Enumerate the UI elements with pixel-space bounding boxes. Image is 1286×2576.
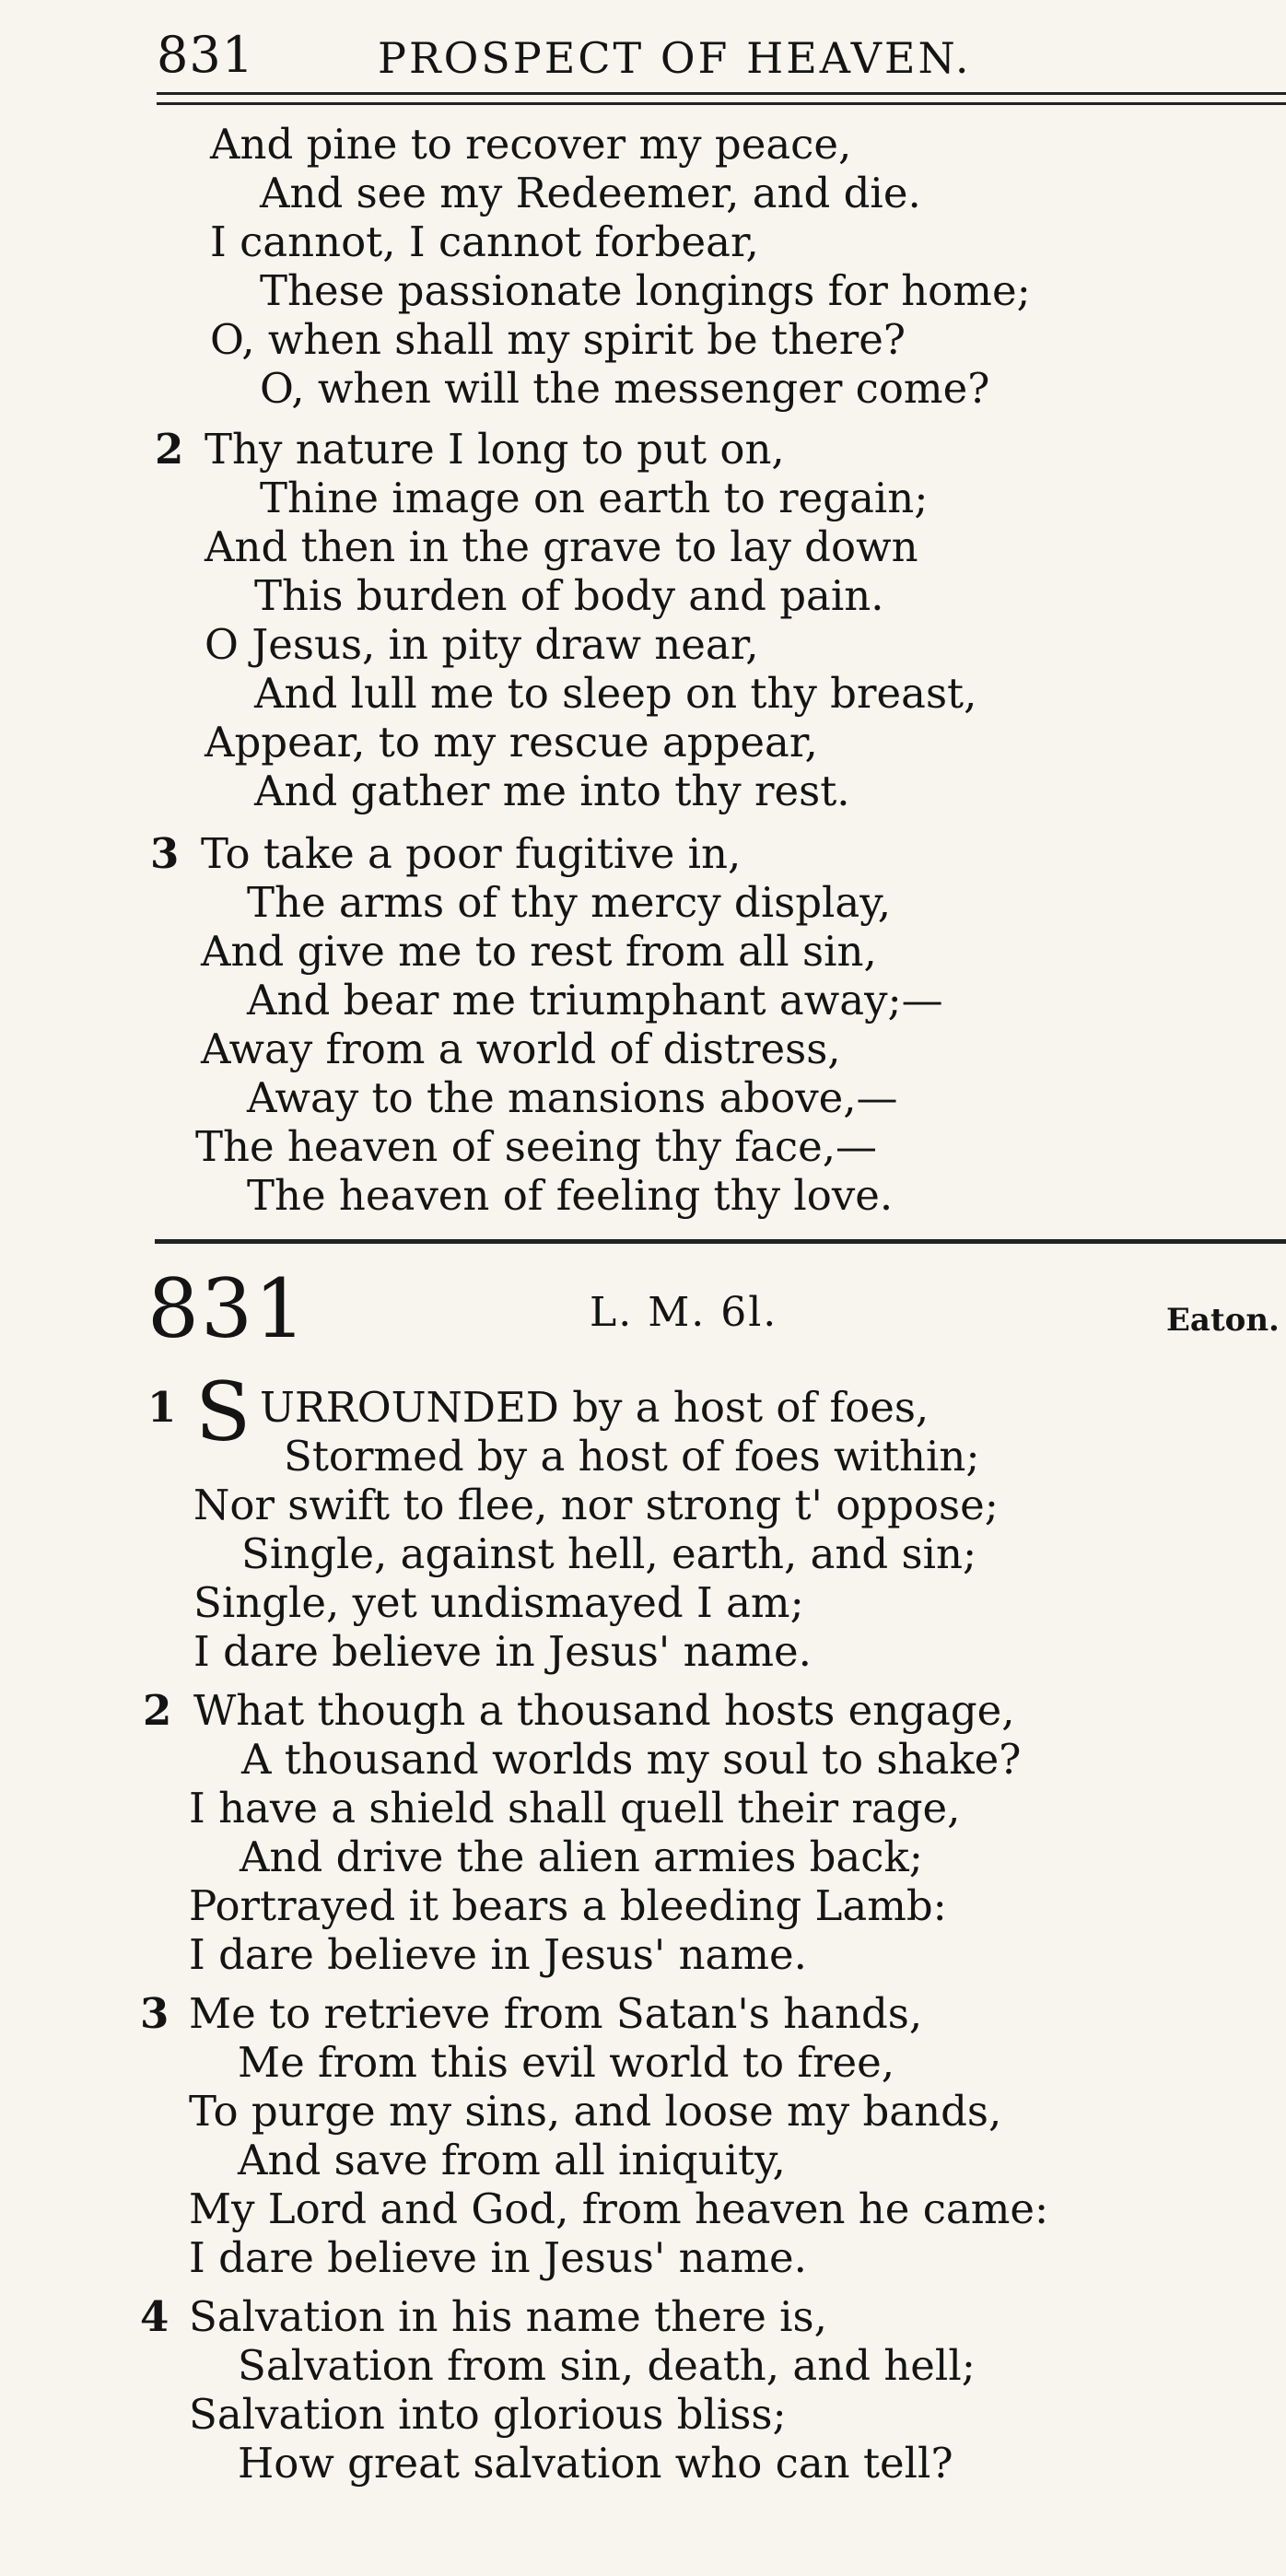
hymn831-s4-line4: How great salvation who can tell? <box>238 2439 953 2488</box>
hymn830-s1-line2: And see my Redeemer, and die. <box>260 169 921 217</box>
hymn831-s3-line6: I dare believe in Jesus' name. <box>189 2233 807 2282</box>
hymn831-stanza2-number: 2 <box>143 1686 172 1735</box>
hymn830-s3-line3: And give me to rest from all sin, <box>201 927 877 976</box>
hymn831-s1-line6: I dare believe in Jesus' name. <box>193 1627 812 1676</box>
hymn-meter: L. M. 6l. <box>590 1289 778 1336</box>
hymn830-s1-line5: O, when shall my spirit be there? <box>210 315 906 364</box>
hymn831-s2-line3: I have a shield shall quell their rage, <box>189 1784 961 1832</box>
hymn830-s2-line5: O Jesus, in pity draw near, <box>205 620 759 669</box>
header-double-rule <box>157 92 1286 105</box>
hymn830-s2-line8: And gather me into thy rest. <box>254 767 850 815</box>
hymn831-s2-line2: A thousand worlds my soul to shake? <box>241 1735 1022 1784</box>
hymn831-s3-line2: Me from this evil world to free, <box>238 2038 895 2087</box>
hymn831-s3-line3: To purge my sins, and loose my bands, <box>189 2087 1002 2136</box>
hymn831-stanza4-number: 4 <box>140 2292 170 2341</box>
hymn831-s2-line1: What though a thousand hosts engage, <box>193 1686 1015 1735</box>
hymn831-s2-line5: Portrayed it bears a bleeding Lamb: <box>189 1881 947 1930</box>
page-header <box>157 26 1244 90</box>
hymn831-stanza1-number: 1 <box>147 1383 177 1432</box>
hymn831-s3-line5: My Lord and God, from heaven he came: <box>189 2184 1049 2233</box>
hymn831-s1-line3: Nor swift to flee, nor strong t' oppose; <box>193 1481 999 1529</box>
hymn830-stanza3-number: 3 <box>150 829 180 878</box>
hymn830-s3-line2: The arms of thy mercy display, <box>247 878 891 927</box>
tune-name: Eaton. <box>1166 1302 1280 1339</box>
hymn831-s3-line1: Me to retrieve from Satan's hands, <box>189 1989 923 2038</box>
running-title: PROSPECT OF HEAVEN. <box>378 33 972 83</box>
hymn831-s1-line2: Stormed by a host of foes within; <box>284 1432 980 1481</box>
hymn831-stanza3-number: 3 <box>140 1989 170 2038</box>
hymn830-s1-line6: O, when will the messenger come? <box>260 364 990 413</box>
hymn830-s3-line8: The heaven of feeling thy love. <box>247 1171 894 1220</box>
hymn831-s3-line4: And save from all iniquity, <box>238 2136 786 2184</box>
hymn831-s4-line3: Salvation into glorious bliss; <box>189 2390 787 2439</box>
hymn831-s1-line1: URROUNDED by a host of foes, <box>260 1383 929 1432</box>
section-divider-rule <box>155 1239 1286 1244</box>
hymn831-s4-line2: Salvation from sin, death, and hell; <box>238 2341 976 2390</box>
hymn830-stanza2-number: 2 <box>155 425 184 474</box>
hymn831-s2-line6: I dare believe in Jesus' name. <box>189 1930 807 1979</box>
hymn831-s4-line1: Salvation in his name there is, <box>189 2292 827 2341</box>
hymn830-s3-line5: Away from a world of distress, <box>201 1025 841 1073</box>
hymn830-s2-line4: This burden of body and pain. <box>254 571 884 620</box>
hymn831-s1-line4: Single, against hell, earth, and sin; <box>241 1529 977 1578</box>
hymn831-s2-line4: And drive the alien armies back; <box>240 1832 923 1881</box>
hymn831-s1-line5: Single, yet undismayed I am; <box>193 1578 804 1627</box>
hymn830-s2-line3: And then in the grave to lay down <box>205 522 918 571</box>
hymn830-s1-line1: And pine to recover my peace, <box>210 120 852 169</box>
hymn830-s3-line6: Away to the mansions above,— <box>247 1073 898 1122</box>
hymn830-s2-line7: Appear, to my rescue appear, <box>205 718 818 767</box>
drop-cap: S <box>195 1364 251 1459</box>
hymn830-s3-line1: To take a poor fugitive in, <box>201 829 742 878</box>
hymn830-s3-line4: And bear me triumphant away;— <box>247 976 943 1025</box>
hymn-number: 831 <box>147 1261 308 1356</box>
hymn830-s3-line7: The heaven of seeing thy face,— <box>195 1122 878 1171</box>
hymn830-s1-line4: These passionate longings for home; <box>260 266 1031 315</box>
hymn830-s1-line3: I cannot, I cannot forbear, <box>210 217 759 266</box>
hymn830-s2-line6: And lull me to sleep on thy breast, <box>254 669 977 718</box>
page-number: 831 <box>157 26 255 84</box>
hymn830-s2-line1: Thy nature I long to put on, <box>205 425 785 474</box>
hymn830-s2-line2: Thine image on earth to regain; <box>260 474 929 522</box>
